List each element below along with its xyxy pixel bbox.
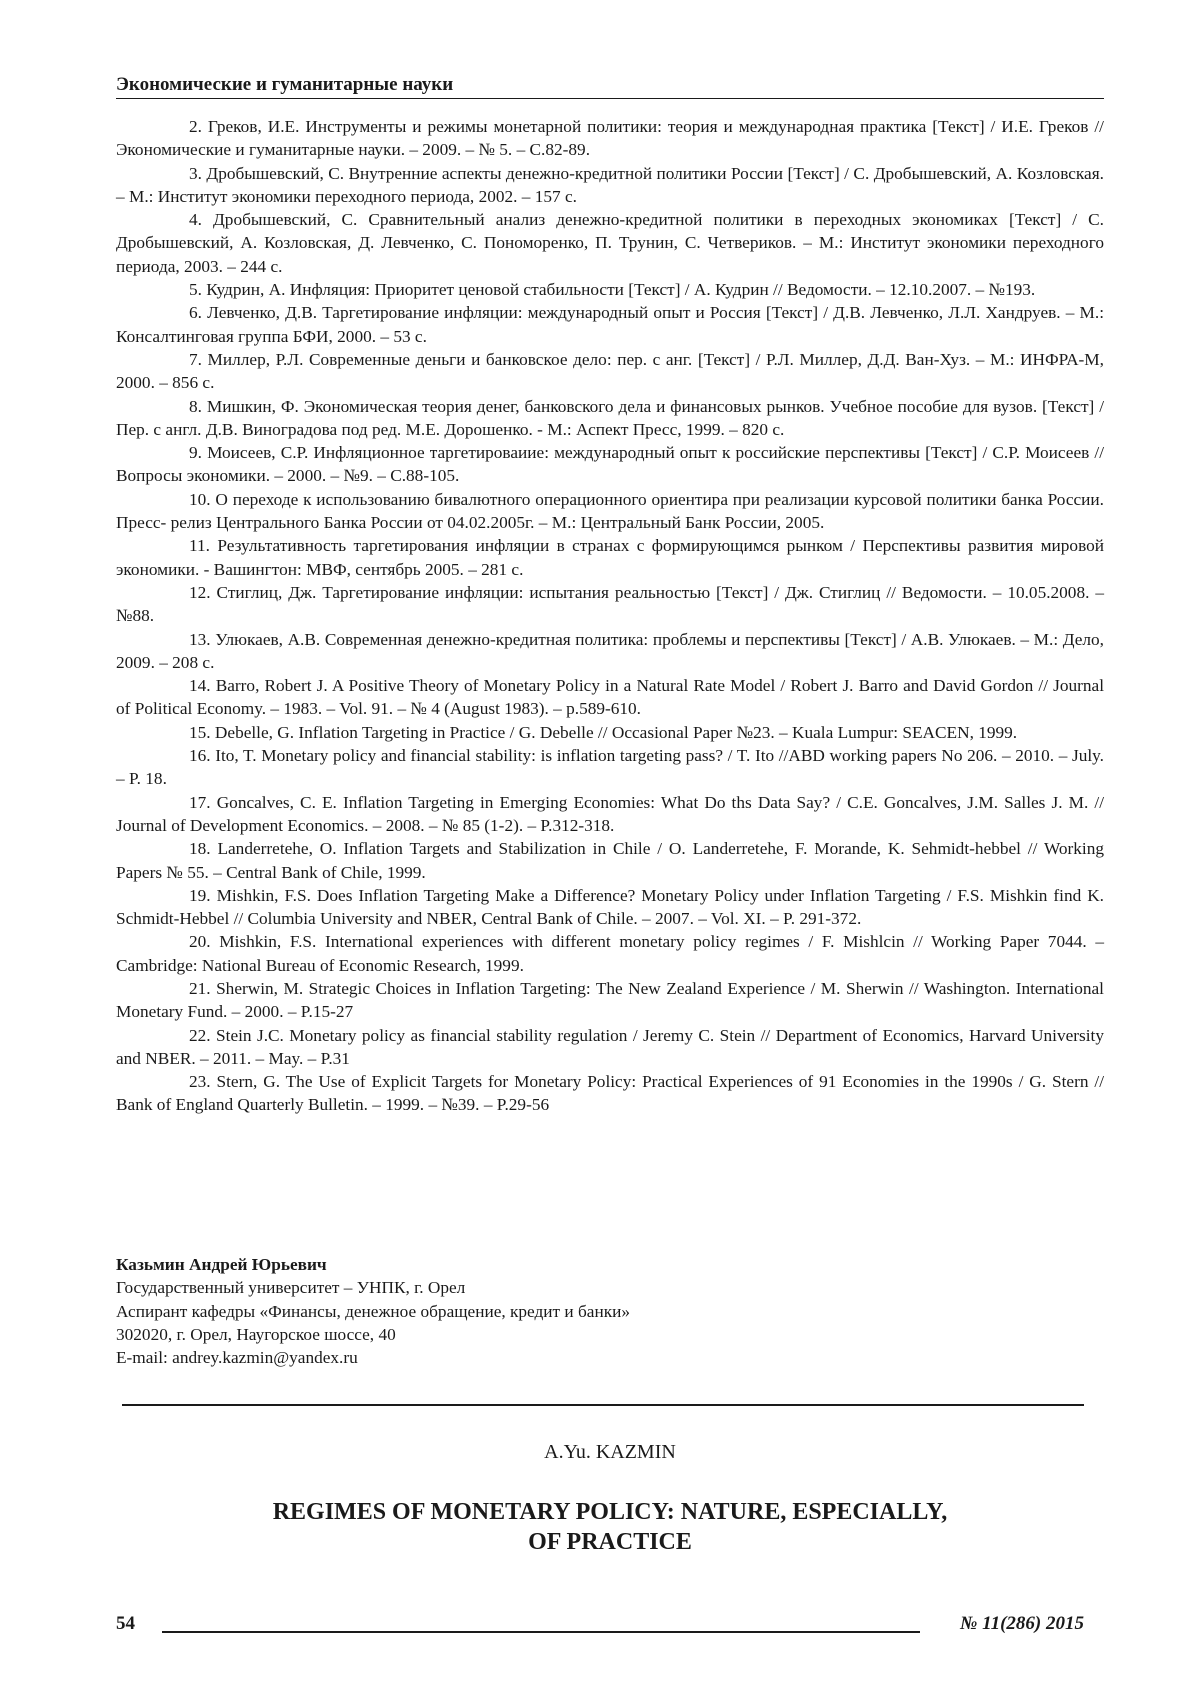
page-number: 54 — [116, 1613, 135, 1634]
reference-item: 11. Результативность таргетирования инфляции в странах с формирующимся рынком / Перспективы развития мировой экономики. - Вашингтон: МВФ, сентябрь 2005. – 281 с. — [116, 536, 1104, 579]
reference-item: 3. Дробышевский, С. Внутренние аспекты денежно-кредитной политики России [Текст] / С. Дробышевский, А. Козловская. – М.: Институт экономики переходного периода, 2002. – 157 с. — [116, 163, 1104, 206]
reference-item: 17. Goncalves, C. E. Inflation Targeting in Emerging Economies: What Do ths Data Say? / C.E. Goncalves, J.M. Salles J. M. // Journal of Development Economics. – 2008. – № 85 (1-2). – P.312-318. — [116, 792, 1104, 835]
author-name: Казьмин Андрей Юрьевич — [116, 1255, 327, 1274]
reference-item: 4. Дробышевский, С. Сравнительный анализ денежно-кредитной политики в переходных экономиках [Текст] / С. Дробышевский, А. Козловская, Д. Левченко, С. Пономоренко, П. Трунин, С. Четвериков. – М.: Институт экономики переходного периода, 2003. – 244 с. — [116, 210, 1104, 276]
english-author: A.Yu. KAZMIN — [544, 1441, 676, 1463]
reference-item: 13. Улюкаев, А.В. Современная денежно-кредитная политика: проблемы и перспективы [Текст] / А.В. Улюкаев. – М.: Дело, 2009. – 208 с. — [116, 629, 1104, 672]
reference-item: 5. Кудрин, А. Инфляция: Приоритет ценовой стабильности [Текст] / А. Кудрин // Ведомости. – 12.10.2007. – №193. — [189, 280, 1036, 300]
author-info — [116, 1253, 1104, 1369]
reference-item: 19. Mishkin, F.S. Does Inflation Targeting Make a Difference? Monetary Policy under Inflation Targeting / F.S. Mishkin find K. Schmidt-Hebbel // Columbia University and NBER, Central Bank of Chile. – 2007. – Vol. XI. – P. 291-372. — [116, 885, 1104, 929]
reference-item: 2. Греков, И.Е. Инструменты и режимы монетарной политики: теория и международная практика [Текст] / И.Е. Греков // Экономические и гуманитарные науки. – 2009. – № 5. – С.82-89. — [116, 117, 1104, 160]
reference-item: 6. Левченко, Д.В. Таргетирование инфляции: международный опыт и Россия [Текст] / Д.В. Левченко, Л.Л. Хандруев. – М.: Консалтинговая группа БФИ, 2000. – 53 с. — [116, 303, 1104, 346]
author-address: 302020, г. Орел, Наугорское шоссе, 40 — [116, 1324, 396, 1344]
reference-item: 15. Debelle, G. Inflation Targeting in Practice / G. Debelle // Occasional Paper №23. – Kuala Lumpur: SEACEN, 1999. — [189, 722, 1018, 742]
footer-rule — [162, 1631, 920, 1633]
english-title-line: REGIMES OF MONETARY POLICY: NATURE, ESPECIALLY, — [272, 1499, 948, 1525]
section-divider — [122, 1404, 1084, 1406]
reference-item: 12. Стиглиц, Дж. Таргетирование инфляции: испытания реальностью [Текст] / Дж. Стиглиц // Ведомости. – 10.05.2008. – №88. — [116, 582, 1104, 626]
author-affiliation: Государственный университет – УНПК, г. Орел — [116, 1278, 466, 1298]
issue-number: № 11(286) 2015 — [960, 1613, 1084, 1634]
reference-item: 21. Sherwin, M. Strategic Choices in Inflation Targeting: The New Zealand Experience / M. Sherwin // Washington. International Monetary Fund. – 2000. – P.15-27 — [116, 978, 1104, 1022]
reference-item: 10. О переходе к использованию бивалютного операционного ориентира при реализации курсовой политики банка России. Пресс- релиз Центрального Банка России от 04.02.2005г. – М.: Центральный Банк России, 2005. — [116, 489, 1104, 533]
reference-item: 23. Stern, G. The Use of Explicit Targets for Monetary Policy: Practical Experiences of 91 Economies in the 1990s / G. Stern // Bank of England Quarterly Bulletin. – 1999. – №39. – P.29-56 — [116, 1072, 1104, 1115]
reference-item: 16. Ito, T. Monetary policy and financial stability: is inflation targeting pass? / T. Ito //ABD working papers No 206. – 2010. – July. – P. 18. — [116, 746, 1104, 789]
running-header: Экономические и гуманитарные науки — [116, 74, 1104, 99]
reference-item: 8. Мишкин, Ф. Экономическая теория денег, банковского дела и финансовых рынков. Учебное пособие для вузов. [Текст] / Пер. с англ. Д.В. Виноградова под ред. М.Е. Дорошенко. - М.: Аспект Пресс, 1999. – 820 с. — [116, 396, 1104, 439]
reference-item: 22. Stein J.C. Monetary policy as financial stability regulation / Jeremy C. Stein // Department of Economics, Harvard University and NBER. – 2011. – May. – P.31 — [116, 1025, 1104, 1068]
reference-item: 9. Моисеев, С.Р. Инфляционное таргетироваиие: международный опыт к российские перспективы [Текст] / С.Р. Моисеев // Вопросы экономики. – 2000. – №9. – С.88-105. — [116, 443, 1104, 486]
reference-item: 20. Mishkin, F.S. International experiences with different monetary policy regimes / F. Mishlcin // Working Paper 7044. – Cambridge: National Bureau of Economic Research, 1999. — [116, 932, 1104, 975]
reference-item: 14. Barro, Robert J. A Positive Theory of Monetary Policy in a Natural Rate Model / Robert J. Barro and David Gordon // Journal of Political Economy. – 1983. – Vol. 91. – № 4 (August 1983). – p.589-610. — [116, 676, 1104, 719]
english-title — [116, 1497, 1104, 1557]
author-email: E-mail: andrey.kazmin@yandex.ru — [116, 1348, 358, 1368]
reference-item: 18. Landerretehe, O. Inflation Targets and Stabilization in Chile / O. Landerretehe, F. Morande, K. Sehmidt-hebbel // Working Papers № 55. – Central Bank of Chile, 1999. — [116, 839, 1104, 882]
reference-list — [116, 115, 1104, 1117]
reference-item: 7. Миллер, Р.Л. Современные деньги и банковское дело: пер. с анг. [Текст] / Р.Л. Миллер, Д.Д. Ван-Хуз. – М.: ИНФРА-М, 2000. – 856 с. — [116, 349, 1104, 393]
english-title-line: OF PRACTICE — [528, 1529, 692, 1555]
page-footer — [116, 1612, 1084, 1638]
author-position: Аспирант кафедры «Финансы, денежное обращение, кредит и банки» — [116, 1301, 630, 1321]
